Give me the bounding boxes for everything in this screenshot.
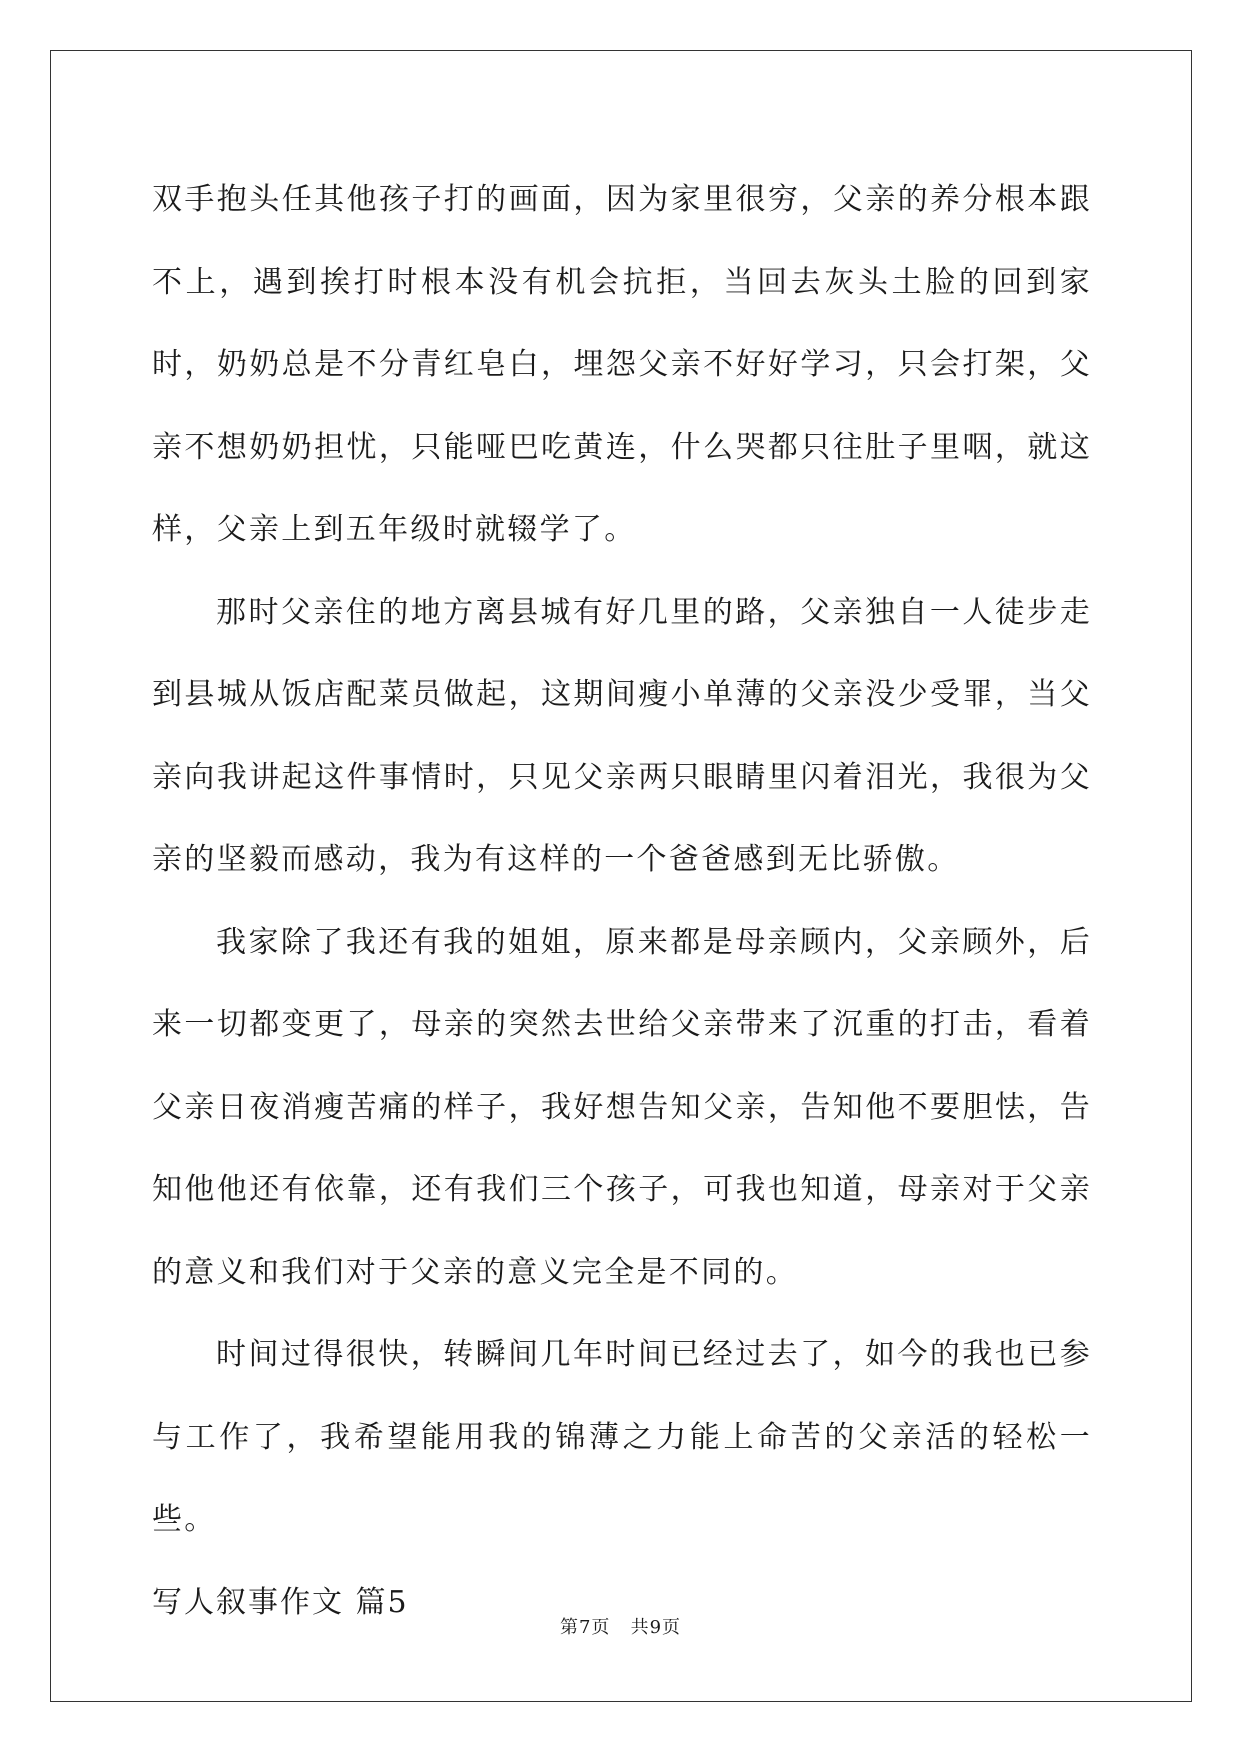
total-pages-label: 共9页 bbox=[630, 1617, 682, 1638]
paragraph-2: 那时父亲住的地方离县城有好几里的路，父亲独自一人徒步走到县城从饭店配菜员做起，这期间瘦小单薄的父亲没少受罪，当父亲向我讲起这件事情时，只见父亲两只眼睛里闪着泪光，我很为父亲的坚毅而感动，我为有这样的一个爸爸感到无比骄傲。 bbox=[152, 594, 1092, 877]
paragraph-4: 时间过得很快，转瞬间几年时间已经过去了，如今的我也已参与工作了，我希望能用我的锦薄之力能上命苦的父亲活的轻松一些。 bbox=[152, 1337, 1092, 1537]
document-body bbox=[152, 159, 1092, 1644]
section-heading: 写人叙事作文 篇5 bbox=[152, 1584, 409, 1620]
current-page-label: 第7页 bbox=[559, 1617, 611, 1638]
paragraph-1: 双手抱头任其他孩子打的画面，因为家里很穷，父亲的养分根本跟不上，遇到挨打时根本没有机会抗拒，当回去灰头土脸的回到家时，奶奶总是不分青红皂白，埋怨父亲不好好学习，只会打架，父亲不想奶奶担忧，只能哑巴吃黄连，什么哭都只往肚子里咽，就这样，父亲上到五年级时就辍学了。 bbox=[152, 182, 1092, 547]
page-footer bbox=[0, 1613, 1241, 1639]
paragraph-3: 我家除了我还有我的姐姐，原来都是母亲顾内，父亲顾外，后来一切都变更了，母亲的突然去世给父亲带来了沉重的打击，看着父亲日夜消瘦苦痛的样子，我好想告知父亲，告知他不要胆怯，告知他他还有依靠，还有我们三个孩子，可我也知道，母亲对于父亲的意义和我们对于父亲的意义完全是不同的。 bbox=[152, 924, 1092, 1290]
